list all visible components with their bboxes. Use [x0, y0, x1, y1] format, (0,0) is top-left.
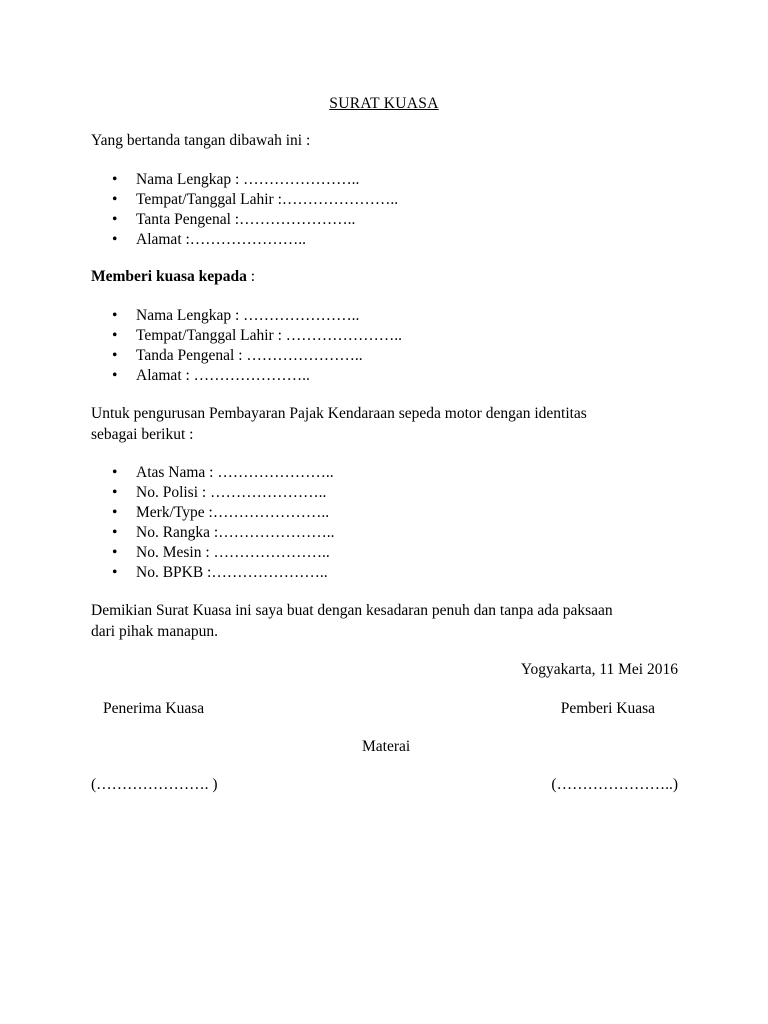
bullet-icon: • [112, 347, 118, 364]
bullet-icon: • [112, 484, 118, 501]
receiver-label: Penerima Kuasa [103, 700, 205, 717]
list-item: • Atas Nama : ………………….. [112, 464, 334, 481]
list-item: • Merk/Type :………………….. [112, 504, 330, 521]
list-item: • No. Rangka :………………….. [112, 524, 335, 541]
bullet-icon: • [112, 544, 118, 561]
bullet-icon: • [112, 524, 118, 541]
closing-line-2: dari pihak manapun. [91, 623, 218, 640]
intro-text: Yang bertanda tangan dibawah ini : [91, 132, 311, 149]
purpose-line-2: sebagai berikut : [91, 426, 194, 443]
list-item: • No. Polisi : ………………….. [112, 484, 327, 501]
list-item: • Nama Lengkap : ………………….. [112, 307, 360, 324]
list-item: • Alamat :………………….. [112, 231, 307, 248]
list-item: • No. BPKB :………………….. [112, 564, 328, 581]
list-item: • Tempat/Tanggal Lahir :………………….. [112, 191, 399, 208]
bullet-icon: • [112, 211, 118, 228]
list-item: • Tempat/Tanggal Lahir : ………………….. [112, 327, 403, 344]
bullet-icon: • [112, 504, 118, 521]
bullet-icon: • [112, 191, 118, 208]
list-item: • Alamat : ………………….. [112, 367, 310, 384]
bullet-icon: • [112, 367, 118, 384]
giver-field-list [91, 170, 398, 250]
vehicle-field-list [91, 463, 334, 583]
receiver-field-list [91, 306, 402, 386]
bullet-icon: • [112, 231, 118, 248]
stamp-label: Materai [362, 738, 411, 755]
bullet-icon: • [112, 327, 118, 344]
place-date: Yogyakarta, 11 Mei 2016 [520, 661, 678, 678]
giver-signature-line: (…………………..) [551, 776, 678, 793]
purpose-line-1: Untuk pengurusan Pembayaran Pajak Kendaraan sepeda motor dengan identitas [91, 405, 587, 422]
closing-line-1: Demikian Surat Kuasa ini saya buat dengan kesadaran penuh dan tanpa ada paksaan [91, 602, 613, 619]
bullet-icon: • [112, 564, 118, 581]
bullet-icon: • [112, 464, 118, 481]
list-item: • Nama Lengkap : ………………….. [112, 171, 360, 188]
list-item: • Tanda Pengenal : ………………….. [112, 347, 363, 364]
list-item: • No. Mesin : ………………….. [112, 544, 330, 561]
bullet-icon: • [112, 171, 118, 188]
document-title: SURAT KUASA [329, 95, 439, 112]
receiver-heading: Memberi kuasa kepada : [91, 268, 256, 285]
list-item: • Tanta Pengenal :………………….. [112, 211, 356, 228]
bullet-icon: • [112, 307, 118, 324]
giver-label: Pemberi Kuasa [560, 700, 655, 717]
receiver-signature-line: (…………………. ) [91, 776, 218, 793]
